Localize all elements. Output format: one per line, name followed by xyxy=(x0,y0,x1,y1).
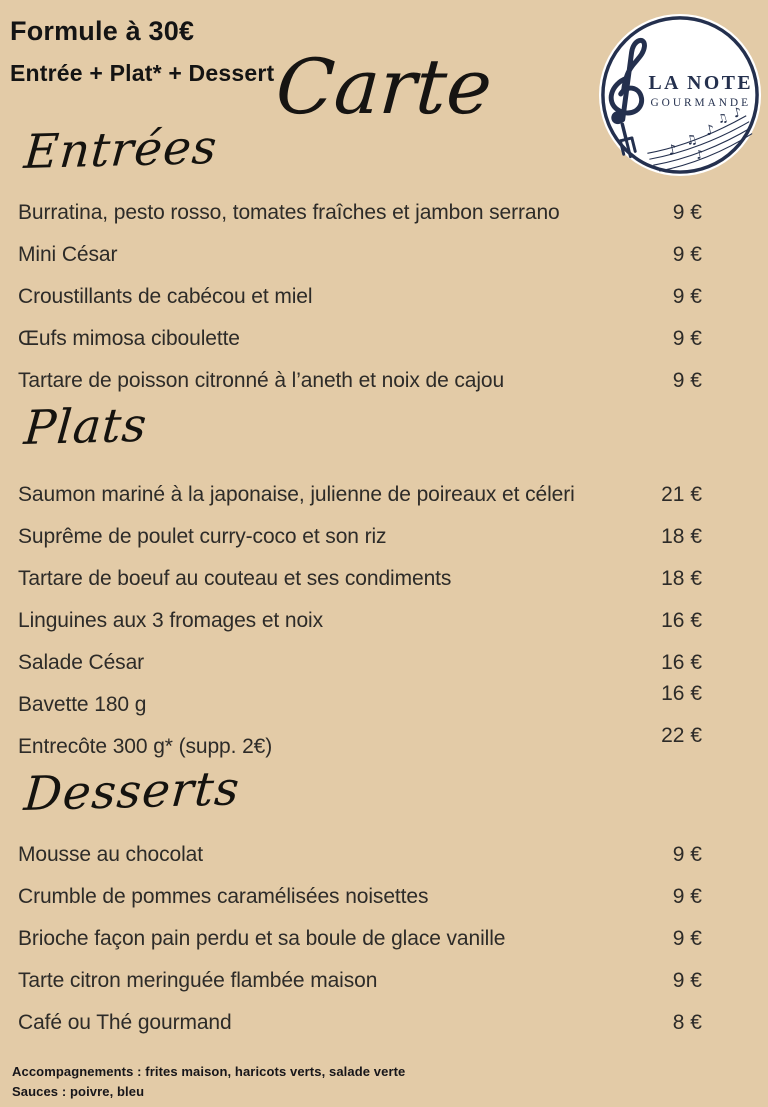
menu-item-row xyxy=(16,684,702,726)
menu-item-price: 9 € xyxy=(672,327,702,351)
section-rows xyxy=(16,474,702,768)
logo-name-line2: GOURMANDE xyxy=(650,96,752,109)
menu-item-row xyxy=(16,960,702,1002)
logo-name-line1: LA NOTE xyxy=(648,72,754,95)
menu-item-row xyxy=(16,192,702,234)
menu-item-row xyxy=(16,600,702,642)
menu-item-price: 9 € xyxy=(672,201,702,225)
menu-item-price: 22 € xyxy=(661,724,702,748)
section-rows xyxy=(16,192,702,402)
menu-item-name: Œufs mimosa ciboulette xyxy=(18,327,240,351)
svg-text:♪: ♪ xyxy=(666,141,679,160)
menu-item-name: Tarte citron meringuée flambée maison xyxy=(18,969,378,993)
menu-item-price: 18 € xyxy=(661,567,702,591)
svg-text:♫: ♫ xyxy=(715,110,730,127)
menu-item-row xyxy=(16,642,702,684)
menu-item-name: Tartare de poisson citronné à l’aneth et noix de cajou xyxy=(18,369,505,393)
section-rows xyxy=(16,834,702,1044)
menu-item-name: Entrecôte 300 g* (supp. 2€) xyxy=(18,735,273,759)
menu-item-price: 9 € xyxy=(672,243,702,267)
footer-accompaniments: Accompagnements : frites maison, haricots verts, salade verte xyxy=(12,1064,406,1079)
menu-item-price: 9 € xyxy=(672,285,702,309)
menu-item-row xyxy=(16,474,702,516)
menu-item-row xyxy=(16,834,702,876)
footer-sauces: Sauces : poivre, bleu xyxy=(12,1083,145,1099)
menu-item-name: Café ou Thé gourmand xyxy=(18,1011,232,1035)
svg-text:♫: ♫ xyxy=(684,131,700,150)
formula-title: Formule à 30€ xyxy=(10,16,195,46)
page-title: Carte xyxy=(273,42,495,131)
menu-item-name: Saumon mariné à la japonaise, julienne de poireaux et céleri xyxy=(18,483,575,507)
svg-text:♪: ♪ xyxy=(694,146,705,163)
menu-item-price: 16 € xyxy=(661,651,702,675)
menu-item-name: Mini César xyxy=(18,243,118,267)
svg-text:♪: ♪ xyxy=(731,105,744,122)
menu-item-name: Brioche façon pain perdu et sa boule de glace vanille xyxy=(18,927,506,951)
svg-text:♪: ♪ xyxy=(704,121,717,140)
footer-notes xyxy=(12,1062,405,1101)
menu-item-price: 18 € xyxy=(661,525,702,549)
menu-item-name: Salade César xyxy=(18,651,145,675)
menu-item-price: 16 € xyxy=(661,609,702,633)
menu-item-price: 9 € xyxy=(672,369,702,393)
menu-item-name: Croustillants de cabécou et miel xyxy=(18,285,313,309)
section-heading: Desserts xyxy=(22,761,242,823)
menu-item-row xyxy=(16,558,702,600)
menu-section xyxy=(16,119,702,402)
menu-item-price: 16 € xyxy=(661,682,702,706)
section-heading: Plats xyxy=(22,397,150,457)
menu-item-row xyxy=(16,318,702,360)
menu-item-name: Mousse au chocolat xyxy=(18,843,203,867)
formula-detail: Entrée + Plat* + Dessert xyxy=(10,60,275,87)
menu-item-price: 9 € xyxy=(672,843,702,867)
menu-item-name: Burratina, pesto rosso, tomates fraîches et jambon serrano xyxy=(18,201,560,225)
menu-item-name: Crumble de pommes caramélisées noisettes xyxy=(18,885,429,909)
menu-item-price: 21 € xyxy=(661,483,702,507)
menu-item-row xyxy=(16,234,702,276)
menu-item-price: 9 € xyxy=(672,885,702,909)
menu-item-row xyxy=(16,516,702,558)
menu-item-name: Bavette 180 g xyxy=(18,693,147,717)
menu-item-row xyxy=(16,918,702,960)
menu-item-price: 9 € xyxy=(672,927,702,951)
menu-section xyxy=(16,397,702,768)
menu-item-name: Linguines aux 3 fromages et noix xyxy=(18,609,323,633)
menu-item-name: Tartare de boeuf au couteau et ses condiments xyxy=(18,567,452,591)
menu-item-name: Suprême de poulet curry-coco et son riz xyxy=(18,525,387,549)
menu-section xyxy=(16,761,702,1044)
section-heading: Entrées xyxy=(22,119,220,181)
menu-item-row xyxy=(16,1002,702,1044)
menu-item-row xyxy=(16,276,702,318)
menu-item-price: 8 € xyxy=(672,1011,702,1035)
menu-item-price: 9 € xyxy=(672,969,702,993)
menu-item-row xyxy=(16,876,702,918)
